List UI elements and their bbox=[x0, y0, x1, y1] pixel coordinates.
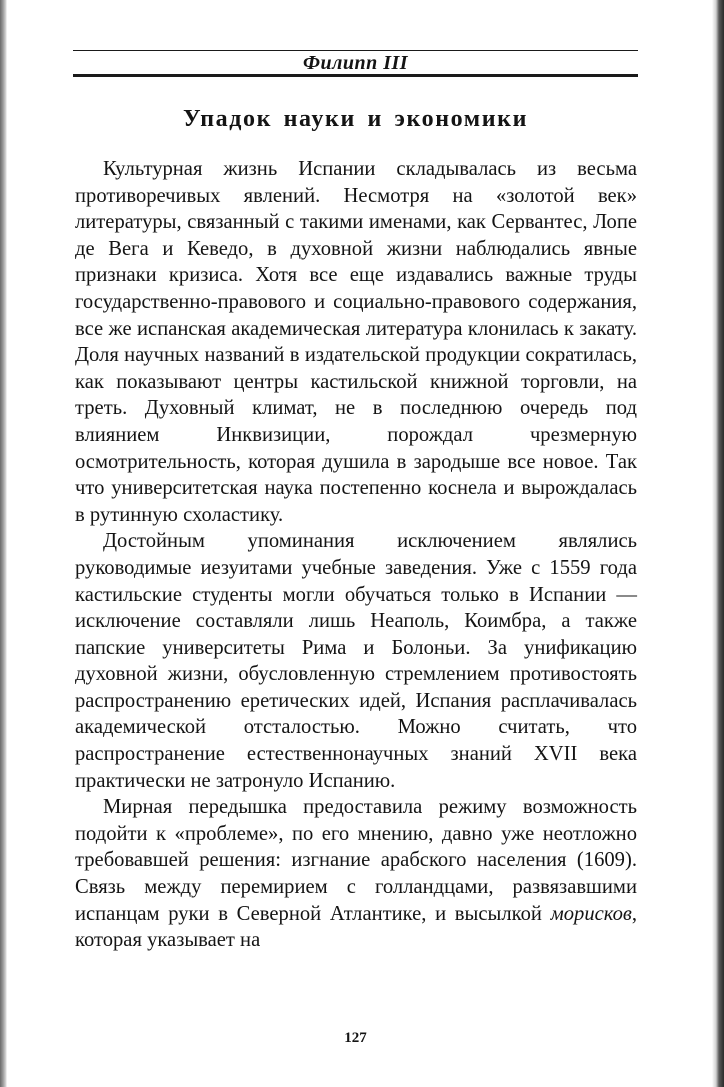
header-rule-top bbox=[73, 50, 638, 51]
paragraph-1: Культурная жизнь Испании складывалась из весьма противоречивых явлений. Несмотря на «золотой век» литературы, связанный с такими именами, как Сервантес, Лопе де Вега и Кеведо, в духовной жизни наблюдались явные признаки кризиса. Хотя все еще издавались важные труды государственно-правового и социально-правового содержания, все же испанская академическая литература клонилась к закату. Доля научных названий в издательской продукции сократилась, как показывают центры кастильской книжной торговли, на треть. Духовный климат, не в последнюю очередь под влиянием Инквизиции, порождал чрезмерную осмотрительность, которая душила в зародыше все новое. Так что университетская наука постепенно коснела и вырождалась в рутинную схоластику. bbox=[75, 158, 637, 526]
header-rule-bottom bbox=[73, 74, 638, 77]
body-text bbox=[75, 156, 637, 954]
paragraph-3-text-after: , которая указывает на bbox=[75, 902, 637, 952]
page-number: 127 bbox=[344, 1030, 367, 1046]
section-title: Упадок науки и экономики bbox=[182, 106, 529, 132]
running-head: Филипп III bbox=[302, 52, 409, 74]
page-header bbox=[73, 50, 638, 77]
page-right-edge-shadow bbox=[712, 0, 724, 1087]
page-left-edge-shadow bbox=[0, 0, 7, 1087]
paragraph-3-text-before: Мирная передышка предоставила режиму возможность подойти к «проблеме», по его мнению, давно уже неотложно требовавшей решения: изгнание арабского населения (1609). Связь между перемирием с голландцами, развязавшими испанцам руки в Северной Атлантике, и высылкой bbox=[75, 796, 637, 925]
paragraph-3 bbox=[75, 794, 637, 954]
paragraph-2: Достойным упоминания исключением являлись руководимые иезуитами учебные заведения. Уже с 1559 года кастильские студенты могли обучаться только в Испании — исключение составляли лишь Неаполь, Коимбра, а также папские университеты Рима и Болоньи. За унификацию духовной жизни, обусловленную стремлением противостоять распространению еретических идей, Испания расплачивалась академической отсталостью. Можно считать, что распространение естественнонаучных знаний XVII века практически не затронуло Испанию. bbox=[75, 530, 637, 792]
paragraph-3-emphasis: морисков bbox=[550, 902, 632, 925]
